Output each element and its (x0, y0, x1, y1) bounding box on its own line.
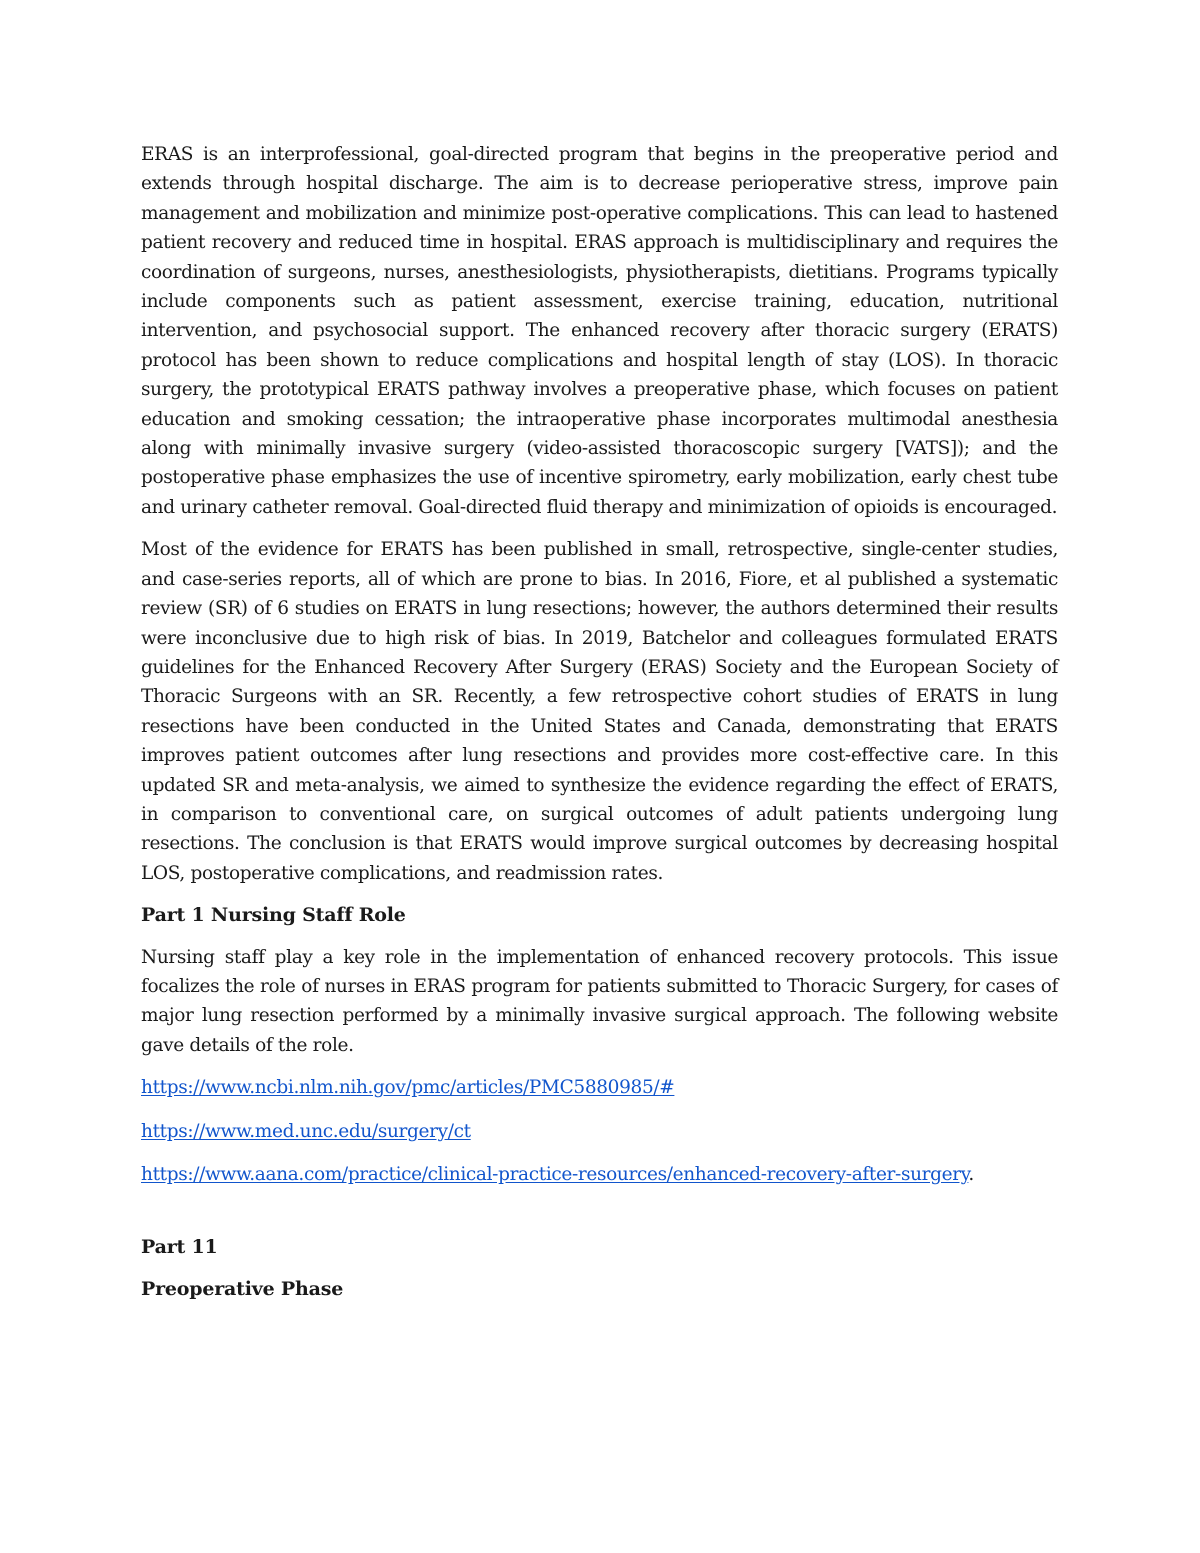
document-page (141, 140, 1058, 1316)
link-trailing-period: . (968, 1164, 974, 1185)
link-line-1 (141, 1073, 1058, 1102)
aana-link[interactable]: https://www.aana.com/practice/clinical-practice-resources/enhanced-recovery-after-surgery (141, 1164, 969, 1185)
preoperative-phase-heading: Preoperative Phase (141, 1277, 344, 1300)
link-line-3 (141, 1160, 1058, 1189)
nursing-role-paragraph: Nursing staff play a key role in the implementation of enhanced recovery protocols. This issue focalizes the role of nurses in ERAS program for patients submitted to Thoracic Surgery, for cases of major lung resection performed by a minimally invasive surgical approach. The following website gave details of the role. (141, 946, 1058, 1056)
intro-paragraph: ERAS is an interprofessional, goal-directed program that begins in the preoperative period and extends through hospital discharge. The aim is to decrease perioperative stress, improve pain management and mobilization and minimize post-operative complications. This can lead to hastened patient recovery and reduced time in hospital. ERAS approach is multidisciplinary and requires the coordination of surgeons, nurses, anesthesiologists, physiotherapists, dietitians. Programs typically include components such as patient assessment, exercise training, education, nutritional intervention, and psychosocial support. The enhanced recovery after thoracic surgery (ERATS) protocol has been shown to reduce complications and hospital length of stay (LOS). In thoracic surgery, the prototypical ERATS pathway involves a preoperative phase, which focuses on patient education and smoking cessation; the intraoperative phase incorporates multimodal anesthesia along with minimally invasive surgery (video-assisted thoracoscopic surgery [VATS]); and the postoperative phase emphasizes the use of incentive spirometry, early mobilization, early chest tube and urinary catheter removal. Goal-directed fluid therapy and minimization of opioids is encouraged. (141, 144, 1058, 518)
ncbi-link[interactable]: https://www.ncbi.nlm.nih.gov/pmc/articles/PMC5880985/# (141, 1077, 675, 1099)
part2-heading: Part 11 (141, 1236, 218, 1259)
link-line-2 (141, 1117, 1058, 1146)
part1-heading: Part 1 Nursing Staff Role (141, 904, 406, 927)
evidence-paragraph: Most of the evidence for ERATS has been published in small, retrospective, single-center studies, and case-series reports, all of which are prone to bias. In 2016, Fiore, et al published a systematic review (SR) of 6 studies on ERATS in lung resections; however, the authors determined their results were inconclusive due to high risk of bias. In 2019, Batchelor and colleagues formulated ERATS guidelines for the Enhanced Recovery After Surgery (ERAS) Society and the European Society of Thoracic Surgeons with an SR. Recently, a few retrospective cohort studies of ERATS in lung resections have been conducted in the United States and Canada, demonstrating that ERATS improves patient outcomes after lung resections and provides more cost-effective care. In this updated SR and meta-analysis, we aimed to synthesize the evidence regarding the effect of ERATS, in comparison to conventional care, on surgical outcomes of adult patients undergoing lung resections. The conclusion is that ERATS would improve surgical outcomes by decreasing hospital LOS, postoperative complications, and readmission rates. (141, 539, 1058, 884)
blank-line (141, 1203, 1058, 1233)
unc-surgery-link[interactable]: https://www.med.unc.edu/surgery/ct (141, 1120, 471, 1142)
